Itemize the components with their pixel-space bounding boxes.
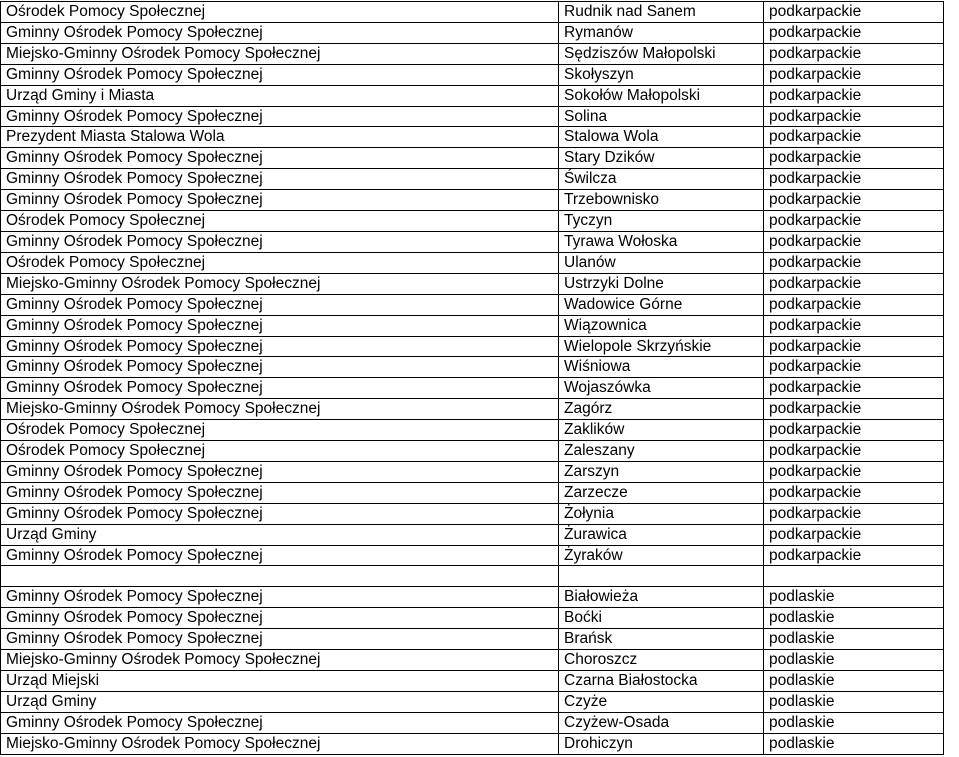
municipality-cell: Brańsk [559, 629, 764, 650]
voivodeship-cell: podkarpackie [764, 2, 944, 23]
institution-name-cell: Gminny Ośrodek Pomocy Społecznej [1, 169, 559, 190]
voivodeship-cell: podkarpackie [764, 503, 944, 524]
municipality-cell: Zagórz [559, 399, 764, 420]
table-row [1, 524, 944, 545]
table-row [1, 106, 944, 127]
table-row [1, 127, 944, 148]
voivodeship-cell: podlaskie [764, 587, 944, 608]
institution-name-cell: Urząd Gminy i Miasta [1, 85, 559, 106]
voivodeship-cell: podlaskie [764, 629, 944, 650]
voivodeship-cell: podkarpackie [764, 441, 944, 462]
table-row [1, 64, 944, 85]
table-row [1, 231, 944, 252]
table-row [1, 650, 944, 671]
municipality-cell: Sędziszów Małopolski [559, 43, 764, 64]
table-row [1, 357, 944, 378]
table-body [1, 2, 944, 755]
municipality-cell: Zaleszany [559, 441, 764, 462]
institution-name-cell: Urząd Miejski [1, 670, 559, 691]
municipality-cell: Wiśniowa [559, 357, 764, 378]
institution-name-cell: Miejsko-Gminny Ośrodek Pomocy Społecznej [1, 399, 559, 420]
voivodeship-cell: podkarpackie [764, 420, 944, 441]
voivodeship-cell: podkarpackie [764, 148, 944, 169]
municipality-cell: Ustrzyki Dolne [559, 273, 764, 294]
institution-name-cell: Gminny Ośrodek Pomocy Społecznej [1, 712, 559, 733]
institution-name-cell: Ośrodek Pomocy Społecznej [1, 211, 559, 232]
table-row [1, 294, 944, 315]
institution-name-cell [1, 566, 559, 587]
municipality-cell: Białowieża [559, 587, 764, 608]
institution-name-cell: Ośrodek Pomocy Społecznej [1, 441, 559, 462]
institution-name-cell: Miejsko-Gminny Ośrodek Pomocy Społecznej [1, 650, 559, 671]
institution-name-cell: Gminny Ośrodek Pomocy Społecznej [1, 482, 559, 503]
institution-name-cell: Ośrodek Pomocy Społecznej [1, 420, 559, 441]
municipality-cell: Wojaszówka [559, 378, 764, 399]
table-row [1, 378, 944, 399]
voivodeship-cell: podkarpackie [764, 357, 944, 378]
table-row [1, 482, 944, 503]
institution-name-cell: Gminny Ośrodek Pomocy Społecznej [1, 545, 559, 566]
voivodeship-cell: podkarpackie [764, 252, 944, 273]
institution-name-cell: Ośrodek Pomocy Społecznej [1, 2, 559, 23]
voivodeship-cell: podkarpackie [764, 294, 944, 315]
municipality-cell: Zaklików [559, 420, 764, 441]
institution-name-cell: Gminny Ośrodek Pomocy Społecznej [1, 503, 559, 524]
table-row [1, 566, 944, 587]
municipality-cell: Wielopole Skrzyńskie [559, 336, 764, 357]
institution-name-cell: Gminny Ośrodek Pomocy Społecznej [1, 294, 559, 315]
municipality-cell: Tyrawa Wołoska [559, 231, 764, 252]
table-row [1, 22, 944, 43]
municipality-cell: Zarzecze [559, 482, 764, 503]
table-row [1, 336, 944, 357]
voivodeship-cell: podkarpackie [764, 545, 944, 566]
municipality-cell: Sokołów Małopolski [559, 85, 764, 106]
table-row [1, 441, 944, 462]
municipality-cell: Rudnik nad Sanem [559, 2, 764, 23]
institution-name-cell: Urząd Gminy [1, 524, 559, 545]
voivodeship-cell: podlaskie [764, 670, 944, 691]
voivodeship-cell: podkarpackie [764, 336, 944, 357]
table-row [1, 148, 944, 169]
institution-name-cell: Gminny Ośrodek Pomocy Społecznej [1, 148, 559, 169]
table-row [1, 733, 944, 754]
municipality-cell: Czyżew-Osada [559, 712, 764, 733]
table-row [1, 211, 944, 232]
table-row [1, 273, 944, 294]
institution-name-cell: Gminny Ośrodek Pomocy Społecznej [1, 190, 559, 211]
table-row [1, 712, 944, 733]
institution-name-cell: Gminny Ośrodek Pomocy Społecznej [1, 629, 559, 650]
table-row [1, 461, 944, 482]
table-row [1, 691, 944, 712]
municipality-cell: Zarszyn [559, 461, 764, 482]
voivodeship-cell: podkarpackie [764, 211, 944, 232]
voivodeship-cell: podkarpackie [764, 64, 944, 85]
municipality-cell: Ulanów [559, 252, 764, 273]
municipality-cell: Stary Dzików [559, 148, 764, 169]
institution-name-cell: Gminny Ośrodek Pomocy Społecznej [1, 106, 559, 127]
voivodeship-cell: podkarpackie [764, 85, 944, 106]
table-row [1, 85, 944, 106]
institutions-table [0, 1, 944, 755]
institution-name-cell: Gminny Ośrodek Pomocy Społecznej [1, 336, 559, 357]
table-row [1, 2, 944, 23]
institution-name-cell: Ośrodek Pomocy Społecznej [1, 252, 559, 273]
voivodeship-cell [764, 566, 944, 587]
table-row [1, 190, 944, 211]
voivodeship-cell: podkarpackie [764, 106, 944, 127]
voivodeship-cell: podkarpackie [764, 169, 944, 190]
table-row [1, 420, 944, 441]
municipality-cell: Trzebownisko [559, 190, 764, 211]
voivodeship-cell: podkarpackie [764, 190, 944, 211]
municipality-cell: Świlcza [559, 169, 764, 190]
institution-name-cell: Gminny Ośrodek Pomocy Społecznej [1, 461, 559, 482]
voivodeship-cell: podlaskie [764, 650, 944, 671]
table-row [1, 315, 944, 336]
institution-name-cell: Gminny Ośrodek Pomocy Społecznej [1, 378, 559, 399]
voivodeship-cell: podlaskie [764, 712, 944, 733]
table-row [1, 608, 944, 629]
voivodeship-cell: podkarpackie [764, 22, 944, 43]
institution-name-cell: Miejsko-Gminny Ośrodek Pomocy Społecznej [1, 43, 559, 64]
institution-name-cell: Urząd Gminy [1, 691, 559, 712]
municipality-cell: Wadowice Górne [559, 294, 764, 315]
voivodeship-cell: podkarpackie [764, 127, 944, 148]
voivodeship-cell: podkarpackie [764, 399, 944, 420]
table-row [1, 629, 944, 650]
municipality-cell: Boćki [559, 608, 764, 629]
table-row [1, 252, 944, 273]
institution-name-cell: Gminny Ośrodek Pomocy Społecznej [1, 357, 559, 378]
table-row [1, 169, 944, 190]
table-row [1, 503, 944, 524]
table-row [1, 587, 944, 608]
table-row [1, 545, 944, 566]
municipality-cell: Żyraków [559, 545, 764, 566]
municipality-cell: Tyczyn [559, 211, 764, 232]
municipality-cell: Żołynia [559, 503, 764, 524]
municipality-cell: Choroszcz [559, 650, 764, 671]
voivodeship-cell: podkarpackie [764, 315, 944, 336]
voivodeship-cell: podkarpackie [764, 524, 944, 545]
municipality-cell: Skołyszyn [559, 64, 764, 85]
voivodeship-cell: podkarpackie [764, 461, 944, 482]
voivodeship-cell: podlaskie [764, 608, 944, 629]
municipality-cell: Rymanów [559, 22, 764, 43]
municipality-cell [559, 566, 764, 587]
voivodeship-cell: podlaskie [764, 733, 944, 754]
institution-name-cell: Gminny Ośrodek Pomocy Społecznej [1, 315, 559, 336]
municipality-cell: Drohiczyn [559, 733, 764, 754]
institution-name-cell: Miejsko-Gminny Ośrodek Pomocy Społecznej [1, 733, 559, 754]
institution-name-cell: Gminny Ośrodek Pomocy Społecznej [1, 64, 559, 85]
institution-name-cell: Gminny Ośrodek Pomocy Społecznej [1, 22, 559, 43]
table-row [1, 399, 944, 420]
voivodeship-cell: podkarpackie [764, 378, 944, 399]
municipality-cell: Stalowa Wola [559, 127, 764, 148]
table-row [1, 43, 944, 64]
voivodeship-cell: podlaskie [764, 691, 944, 712]
voivodeship-cell: podkarpackie [764, 273, 944, 294]
institution-name-cell: Prezydent Miasta Stalowa Wola [1, 127, 559, 148]
municipality-cell: Żurawica [559, 524, 764, 545]
institution-name-cell: Gminny Ośrodek Pomocy Społecznej [1, 587, 559, 608]
institution-name-cell: Miejsko-Gminny Ośrodek Pomocy Społecznej [1, 273, 559, 294]
voivodeship-cell: podkarpackie [764, 482, 944, 503]
municipality-cell: Czyże [559, 691, 764, 712]
voivodeship-cell: podkarpackie [764, 231, 944, 252]
municipality-cell: Czarna Białostocka [559, 670, 764, 691]
institution-name-cell: Gminny Ośrodek Pomocy Społecznej [1, 608, 559, 629]
institution-name-cell: Gminny Ośrodek Pomocy Społecznej [1, 231, 559, 252]
voivodeship-cell: podkarpackie [764, 43, 944, 64]
table-row [1, 670, 944, 691]
municipality-cell: Solina [559, 106, 764, 127]
municipality-cell: Wiązownica [559, 315, 764, 336]
